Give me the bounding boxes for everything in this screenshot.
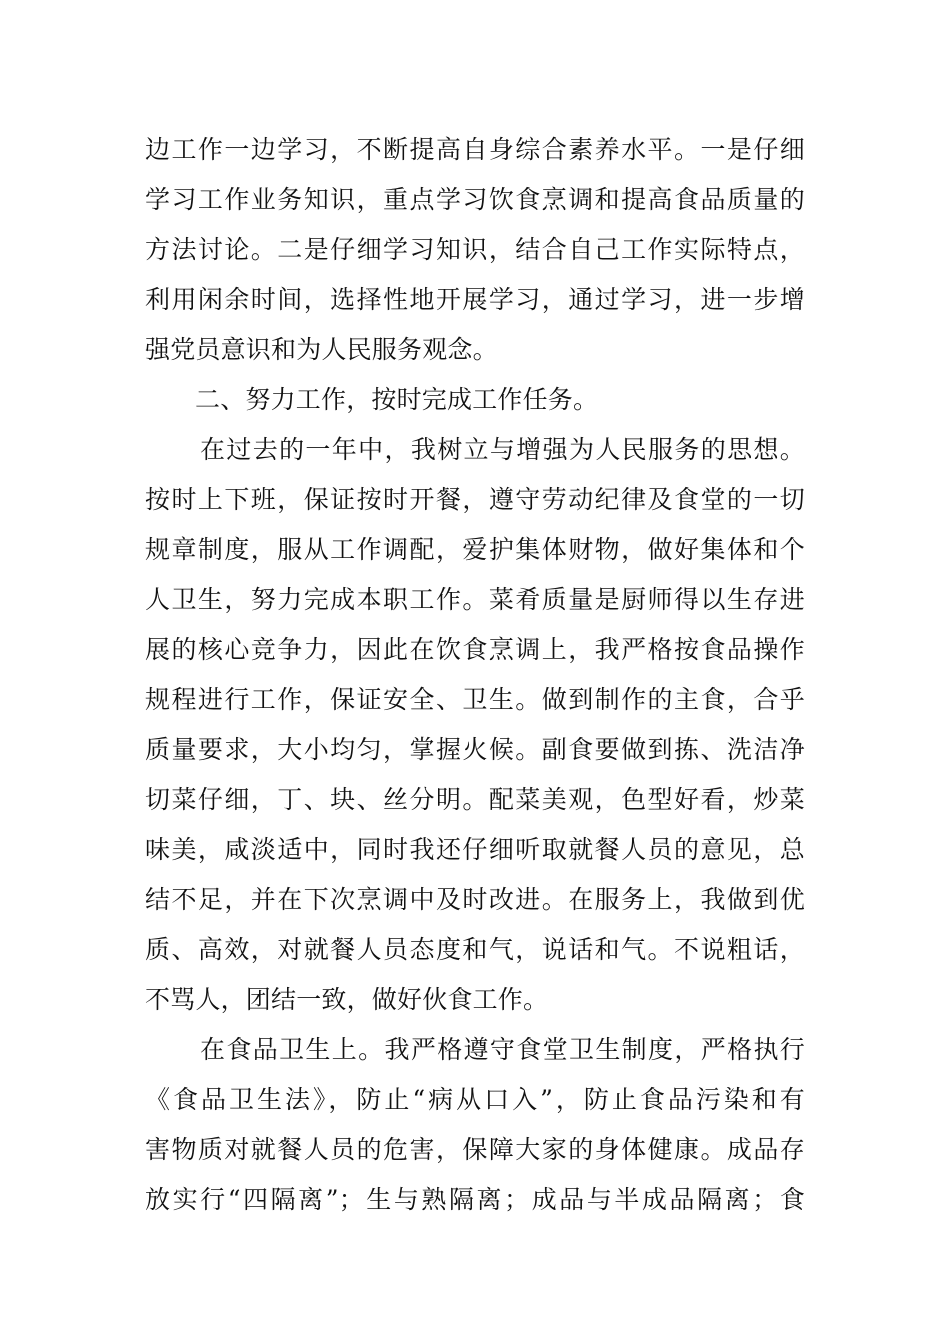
text-line: 害物质对就餐人员的危害，保障大家的身体健康。成品存 xyxy=(145,1135,805,1164)
text-line: 利用闲余时间，选择性地开展学习，通过学习，进一步增 xyxy=(145,285,805,314)
text-line: 结不足，并在下次烹调中及时改进。在服务上，我做到优 xyxy=(145,885,805,914)
text-line: 切菜仔细，丁、块、丝分明。配菜美观，色型好看，炒菜 xyxy=(145,785,805,814)
text-line: 强党员意识和为人民服务观念。 xyxy=(145,335,498,364)
text-line: 质量要求，大小均匀，掌握火候。副食要做到拣、洗洁净 xyxy=(145,735,805,764)
text-line: 学习工作业务知识，重点学习饮食烹调和提高食品质量的 xyxy=(145,185,805,214)
body-text xyxy=(145,125,805,1225)
text-line: 规章制度，服从工作调配，爱护集体财物，做好集体和个 xyxy=(145,535,805,564)
text-line: 按时上下班，保证按时开餐，遵守劳动纪律及食堂的一切 xyxy=(145,485,805,514)
text-line: 人卫生，努力完成本职工作。菜肴质量是厨师得以生存进 xyxy=(145,585,805,614)
text-line: 展的核心竞争力，因此在饮食烹调上，我严格按食品操作 xyxy=(145,635,805,664)
text-line: 不骂人，团结一致，做好伙食工作。 xyxy=(145,985,549,1014)
text-line: 味美，咸淡适中，同时我还仔细听取就餐人员的意见，总 xyxy=(145,835,805,864)
text-line: 《食品卫生法》，防止“病从口入”，防止食品污染和有 xyxy=(145,1085,805,1114)
text-line: 方法讨论。二是仔细学习知识，结合自己工作实际特点， xyxy=(145,235,805,264)
section-heading: 二、努力工作，按时完成工作任务。 xyxy=(195,385,599,414)
text-line: 放实行“四隔离”；生与熟隔离；成品与半成品隔离；食 xyxy=(145,1185,805,1214)
text-line: 边工作一边学习，不断提高自身综合素养水平。一是仔细 xyxy=(145,135,805,164)
text-line: 规程进行工作，保证安全、卫生。做到制作的主食，合乎 xyxy=(145,685,805,714)
text-line: 在食品卫生上。我严格遵守食堂卫生制度，严格执行 xyxy=(200,1035,805,1064)
text-line: 质、高效，对就餐人员态度和气，说话和气。不说粗话， xyxy=(145,935,805,964)
text-line: 在过去的一年中，我树立与增强为人民服务的思想。 xyxy=(200,435,805,464)
